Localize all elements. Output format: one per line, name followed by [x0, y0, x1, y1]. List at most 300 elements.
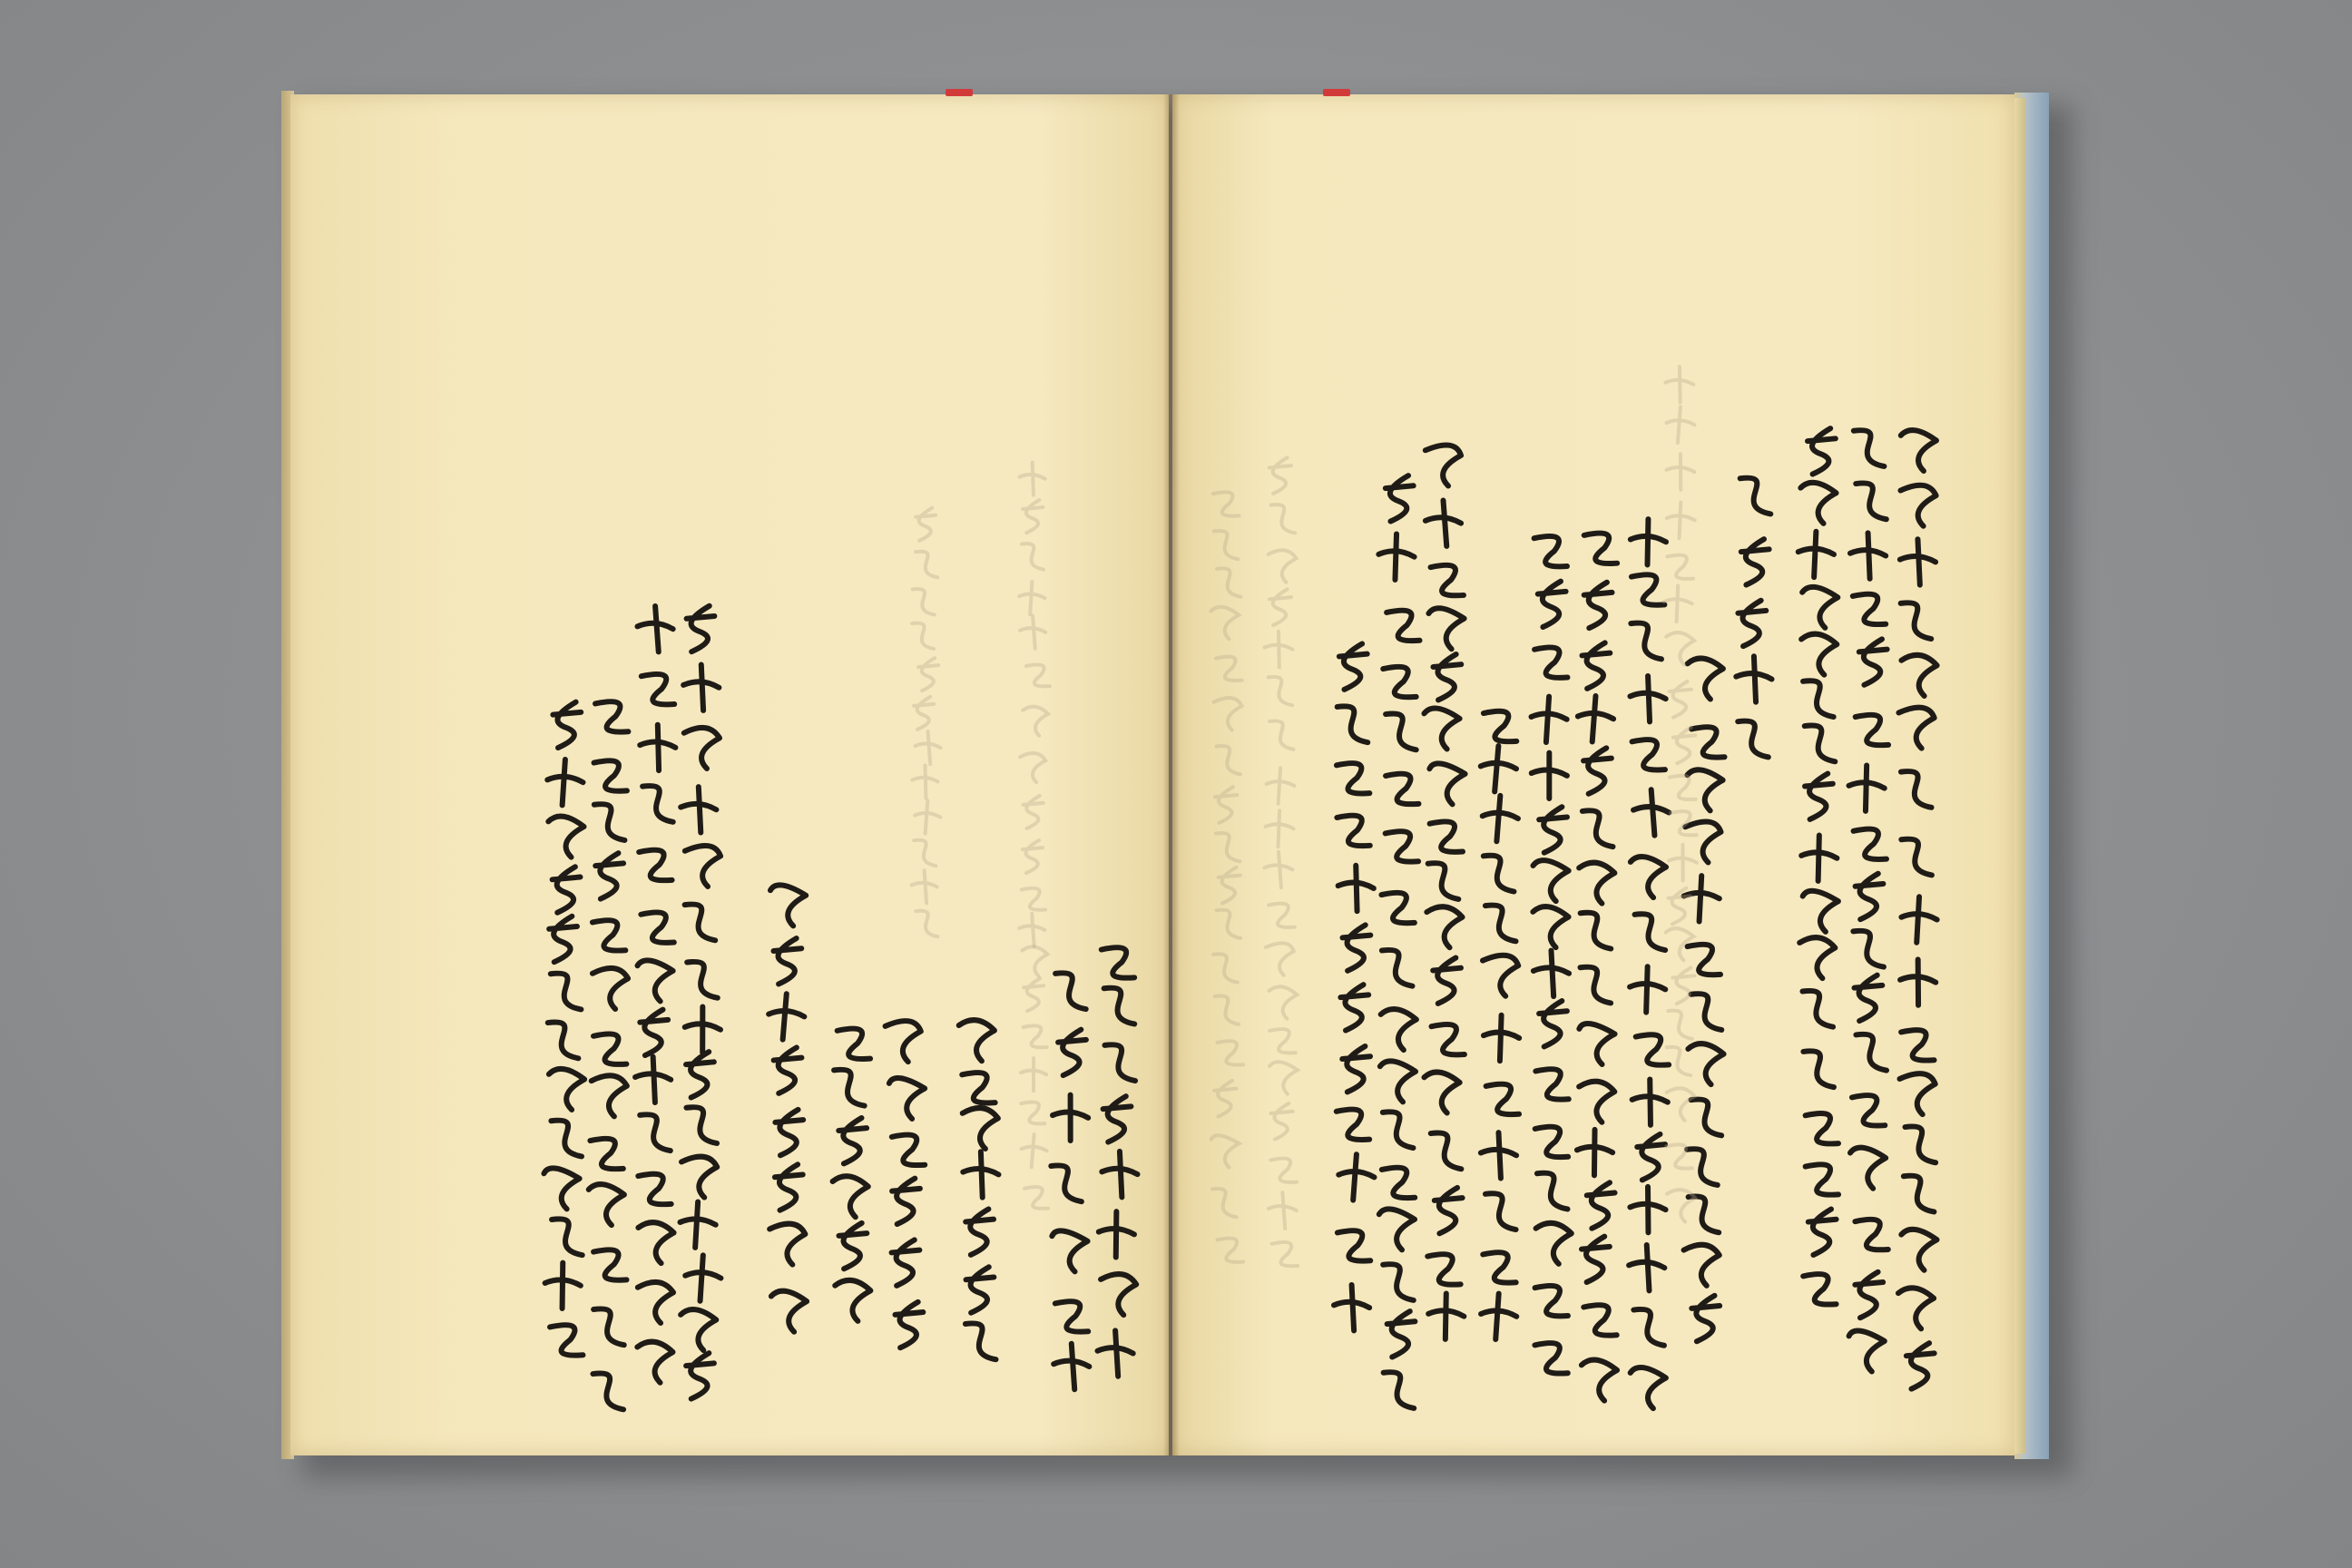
handwritten-glyph: [593, 968, 628, 1009]
handwritten-glyph: [1673, 728, 1695, 764]
handwritten-glyph: [1219, 867, 1240, 904]
handwritten-glyph: [1688, 945, 1720, 975]
handwritten-glyph: [1483, 796, 1518, 841]
handwritten-glyph: [1338, 1230, 1370, 1260]
handwritten-glyph: [1900, 959, 1936, 1004]
handwritten-glyph: [637, 606, 672, 652]
handwritten-glyph: [1022, 946, 1047, 975]
handwritten-glyph: [1214, 698, 1242, 730]
handwritten-glyph: [1216, 657, 1242, 681]
handwritten-glyph: [1806, 1113, 1838, 1143]
handwritten-glyph: [1532, 753, 1567, 799]
handwritten-glyph: [1383, 1112, 1414, 1148]
handwritten-glyph: [686, 1052, 714, 1097]
handwritten-glyph: [1104, 988, 1135, 1024]
handwritten-glyph: [1486, 1084, 1519, 1114]
handwritten-glyph: [1808, 1210, 1837, 1255]
handwritten-glyph: [1481, 1294, 1516, 1339]
handwritten-glyph: [1386, 774, 1418, 804]
handwritten-glyph: [965, 1209, 994, 1254]
handwritten-glyph: [1906, 1343, 1935, 1388]
handwritten-glyph: [1022, 888, 1045, 910]
handwritten-glyph: [1901, 430, 1936, 471]
handwritten-glyph: [1738, 601, 1766, 646]
handwritten-glyph: [1431, 1132, 1462, 1169]
handwritten-glyph: [1631, 857, 1666, 897]
handwritten-glyph: [771, 1291, 807, 1332]
handwritten-glyph: [1211, 1135, 1240, 1167]
handwritten-glyph: [1583, 748, 1612, 793]
handwritten-glyph: [1633, 1309, 1664, 1346]
handwritten-glyph: [1055, 1301, 1088, 1331]
handwritten-glyph: [1534, 647, 1567, 677]
right-page: [1172, 94, 2014, 1455]
handwritten-glyph: [1684, 1245, 1720, 1286]
handwritten-glyph: [1430, 821, 1463, 851]
handwritten-glyph: [913, 589, 935, 614]
handwritten-glyph: [1020, 753, 1045, 782]
handwritten-glyph: [1579, 1082, 1614, 1122]
handwritten-glyph: [1685, 821, 1720, 862]
handwritten-glyph: [1802, 587, 1838, 628]
handwritten-glyph: [1103, 1096, 1132, 1142]
handwritten-glyph: [685, 905, 716, 941]
handwritten-glyph: [1535, 1069, 1568, 1099]
handwritten-glyph: [912, 870, 937, 903]
handwritten-glyph: [892, 1240, 920, 1285]
handwritten-glyph: [1023, 500, 1043, 533]
handwritten-glyph: [1337, 1110, 1369, 1140]
handwritten-glyph: [1901, 897, 1936, 942]
handwritten-glyph: [1856, 483, 1886, 519]
handwritten-glyph: [1666, 367, 1694, 403]
handwritten-glyph: [1631, 1367, 1666, 1408]
handwritten-glyph: [635, 1057, 671, 1102]
handwritten-glyph: [1582, 1360, 1617, 1401]
handwritten-glyph: [916, 508, 936, 541]
handwritten-glyph: [590, 1139, 622, 1169]
handwritten-glyph: [1098, 1330, 1133, 1376]
handwritten-glyph: [1269, 457, 1291, 494]
handwritten-glyph: [1266, 943, 1294, 975]
handwritten-glyph: [1424, 708, 1459, 749]
open-book: [290, 89, 2069, 1468]
handwritten-glyph: [1630, 1187, 1665, 1232]
handwritten-glyph: [1667, 502, 1695, 538]
handwritten-glyph: [1271, 1159, 1298, 1182]
handwritten-glyph: [1339, 643, 1367, 689]
handwritten-glyph: [1803, 1051, 1834, 1087]
handwritten-glyph: [1024, 1187, 1048, 1209]
handwritten-glyph: [589, 1184, 624, 1225]
handwritten-glyph: [592, 1075, 627, 1116]
handwritten-glyph: [1269, 721, 1293, 750]
handwritten-glyph: [1270, 1103, 1292, 1140]
handwritten-glyph: [640, 1010, 668, 1055]
handwritten-glyph: [1427, 1254, 1460, 1284]
handwritten-glyph: [686, 1353, 714, 1398]
handwritten-glyph: [916, 911, 937, 936]
handwritten-glyph: [1630, 966, 1665, 1012]
handwritten-glyph: [1102, 947, 1134, 977]
handwritten-glyph: [1583, 810, 1613, 847]
handwritten-glyph: [550, 1325, 583, 1355]
binding-mark-right: [1323, 89, 1350, 96]
handwritten-glyph: [1433, 654, 1461, 700]
handwritten-glyph: [687, 962, 718, 998]
handwritten-glyph: [1431, 1024, 1464, 1054]
handwritten-glyph: [1688, 659, 1723, 700]
handwritten-glyph: [593, 1250, 626, 1279]
handwritten-glyph: [1583, 1305, 1616, 1335]
handwritten-glyph: [1536, 1223, 1572, 1264]
handwritten-glyph: [1799, 937, 1835, 978]
handwritten-glyph: [1906, 1126, 1936, 1162]
handwritten-glyph: [1689, 1196, 1720, 1232]
handwritten-glyph: [1901, 1030, 1934, 1060]
handwritten-glyph: [1429, 763, 1465, 804]
handwritten-glyph: [548, 1022, 579, 1058]
handwritten-glyph: [1217, 568, 1240, 596]
handwritten-glyph: [1342, 1046, 1370, 1092]
handwritten-glyph: [1102, 1152, 1137, 1197]
handwritten-glyph: [1904, 1176, 1935, 1212]
handwritten-glyph: [684, 728, 720, 769]
handwritten-glyph: [1900, 485, 1936, 526]
handwritten-glyph: [1099, 1211, 1134, 1257]
handwritten-glyph: [1805, 774, 1833, 819]
handwritten-glyph: [1854, 829, 1886, 859]
handwritten-glyph: [1852, 1095, 1885, 1125]
handwritten-glyph: [1271, 505, 1295, 533]
handwritten-glyph: [1667, 1190, 1695, 1221]
handwritten-glyph: [1901, 655, 1936, 696]
handwritten-glyph: [1217, 746, 1240, 774]
handwritten-glyph: [1630, 676, 1665, 721]
handwritten-glyph: [1267, 768, 1295, 804]
handwritten-glyph: [1021, 1058, 1046, 1091]
handwritten-glyph: [1632, 574, 1664, 604]
handwritten-glyph: [1738, 721, 1769, 758]
handwritten-glyph: [1664, 585, 1692, 622]
handwritten-glyph: [963, 1108, 998, 1149]
left-page-handwriting: [290, 94, 1169, 1455]
handwritten-glyph: [1428, 1293, 1464, 1338]
handwritten-glyph: [775, 1110, 803, 1155]
handwritten-glyph: [1801, 634, 1837, 675]
handwritten-glyph: [1800, 483, 1836, 524]
handwritten-glyph: [1631, 519, 1666, 564]
handwritten-glyph: [1485, 1193, 1516, 1230]
handwritten-glyph: [1481, 1132, 1516, 1178]
handwritten-glyph: [1384, 1372, 1415, 1408]
handwritten-glyph: [889, 1078, 925, 1119]
handwritten-glyph: [1426, 906, 1462, 947]
handwritten-glyph: [1484, 1015, 1519, 1061]
handwritten-glyph: [681, 1309, 716, 1350]
handwritten-glyph: [1855, 1220, 1887, 1250]
handwritten-glyph: [1577, 1130, 1612, 1175]
handwritten-glyph: [1269, 1062, 1298, 1093]
handwritten-glyph: [545, 1263, 581, 1308]
handwritten-glyph: [1338, 706, 1368, 742]
handwritten-glyph: [1337, 816, 1369, 846]
handwritten-glyph: [1023, 840, 1043, 873]
handwritten-glyph: [685, 1007, 720, 1053]
handwritten-glyph: [835, 1280, 870, 1321]
handwritten-glyph: [769, 1224, 805, 1265]
handwritten-glyph: [773, 938, 801, 984]
handwritten-glyph: [1537, 1173, 1568, 1210]
handwritten-glyph: [896, 1302, 924, 1348]
handwritten-glyph: [686, 1107, 717, 1143]
handwritten-glyph: [1668, 1011, 1691, 1039]
handwritten-glyph: [1688, 1044, 1723, 1084]
handwritten-glyph: [1343, 925, 1371, 970]
handwritten-glyph: [549, 1069, 584, 1110]
handwritten-glyph: [1380, 1061, 1416, 1102]
handwritten-glyph: [1806, 1164, 1838, 1194]
handwritten-glyph: [1054, 1344, 1089, 1389]
handwritten-glyph: [1428, 863, 1459, 899]
handwritten-glyph: [1534, 536, 1567, 566]
handwritten-glyph: [1269, 986, 1298, 1018]
handwritten-glyph: [1021, 1102, 1044, 1123]
handwritten-glyph: [1058, 1030, 1086, 1075]
handwritten-glyph: [637, 1342, 672, 1383]
handwritten-glyph: [1803, 681, 1834, 717]
handwritten-glyph: [1859, 639, 1887, 684]
handwritten-glyph: [1428, 608, 1464, 649]
handwritten-glyph: [1850, 533, 1886, 578]
handwritten-glyph: [1670, 776, 1696, 799]
handwritten-glyph: [1667, 1088, 1695, 1120]
handwritten-glyph: [1580, 967, 1611, 1004]
handwritten-glyph: [1024, 1025, 1047, 1047]
handwritten-glyph: [1424, 1072, 1459, 1112]
handwritten-glyph: [1801, 836, 1837, 881]
handwritten-glyph: [1481, 746, 1516, 791]
handwritten-glyph: [1667, 555, 1693, 579]
handwritten-glyph: [1484, 711, 1516, 741]
handwritten-glyph: [1636, 1034, 1669, 1064]
handwritten-glyph: [1426, 445, 1461, 485]
handwritten-glyph: [912, 623, 934, 649]
handwritten-glyph: [1020, 463, 1045, 495]
handwritten-glyph: [1849, 1331, 1885, 1372]
handwritten-glyph: [1637, 1134, 1665, 1180]
handwritten-glyph: [638, 1222, 673, 1263]
handwritten-glyph: [915, 801, 940, 834]
handwritten-glyph: [1691, 1100, 1722, 1136]
handwritten-glyph: [681, 787, 716, 832]
handwritten-glyph: [963, 1152, 998, 1197]
handwritten-glyph: [1584, 534, 1617, 564]
handwritten-glyph: [552, 1219, 583, 1255]
handwritten-glyph: [834, 1070, 865, 1106]
handwritten-glyph: [1849, 765, 1885, 810]
handwritten-glyph: [1340, 985, 1368, 1030]
handwritten-glyph: [1584, 583, 1612, 628]
handwritten-glyph: [1431, 565, 1464, 595]
handwritten-glyph: [1383, 1264, 1414, 1300]
handwritten-glyph: [639, 850, 671, 880]
handwritten-glyph: [685, 1255, 720, 1300]
handwritten-glyph: [1691, 1296, 1720, 1341]
handwritten-glyph: [595, 701, 628, 731]
handwritten-glyph: [892, 1135, 925, 1165]
handwritten-glyph: [1534, 1343, 1567, 1373]
handwritten-glyph: [1691, 994, 1722, 1030]
handwritten-glyph: [1386, 475, 1414, 521]
handwritten-glyph: [1213, 954, 1237, 982]
handwritten-glyph: [959, 1020, 995, 1061]
handwritten-glyph: [594, 804, 625, 840]
handwritten-glyph: [1856, 874, 1884, 919]
handwritten-glyph: [770, 885, 806, 926]
handwritten-glyph: [1101, 1274, 1136, 1315]
handwritten-glyph: [913, 765, 938, 798]
handwritten-glyph: [769, 994, 804, 1039]
handwritten-glyph: [1484, 856, 1514, 892]
handwritten-glyph: [683, 665, 719, 710]
handwritten-glyph: [1483, 956, 1518, 996]
handwritten-glyph: [1633, 789, 1669, 835]
handwritten-glyph: [1583, 642, 1611, 688]
binding-mark-left: [946, 89, 973, 96]
handwritten-glyph: [1672, 968, 1694, 1004]
handwritten-glyph: [593, 1034, 626, 1063]
handwritten-glyph: [642, 786, 673, 822]
handwritten-glyph: [1898, 708, 1934, 749]
handwritten-glyph: [1265, 632, 1293, 668]
handwritten-glyph: [595, 853, 623, 898]
handwritten-glyph: [1269, 550, 1297, 582]
handwritten-glyph: [892, 1179, 920, 1224]
handwritten-glyph: [775, 1164, 803, 1210]
handwritten-glyph: [1269, 1029, 1296, 1053]
handwritten-glyph: [838, 1118, 867, 1163]
handwritten-glyph: [1269, 904, 1295, 927]
handwritten-glyph: [1853, 931, 1884, 967]
handwritten-glyph: [593, 920, 625, 950]
handwritten-glyph: [1635, 914, 1666, 950]
handwritten-glyph: [1798, 532, 1834, 577]
handwritten-glyph: [1026, 664, 1050, 686]
handwritten-glyph: [1853, 594, 1886, 624]
handwritten-glyph: [1900, 539, 1936, 584]
handwritten-glyph: [1631, 623, 1661, 660]
handwritten-glyph: [1579, 863, 1614, 904]
handwritten-glyph: [549, 916, 577, 962]
handwritten-glyph: [1483, 1252, 1515, 1282]
handwritten-glyph: [1338, 866, 1374, 911]
handwritten-glyph: [1901, 839, 1932, 876]
handwritten-glyph: [1022, 544, 1044, 569]
handwritten-glyph: [838, 1029, 870, 1059]
handwritten-glyph: [1740, 478, 1771, 514]
handwritten-glyph: [1023, 707, 1048, 736]
handwritten-glyph: [687, 606, 715, 652]
handwritten-glyph: [1901, 1230, 1936, 1270]
handwritten-glyph: [838, 1223, 867, 1269]
handwritten-glyph: [548, 817, 583, 858]
handwritten-glyph: [1856, 715, 1888, 745]
handwritten-glyph: [1337, 763, 1369, 793]
handwritten-glyph: [774, 1047, 802, 1093]
handwritten-glyph: [1382, 1168, 1415, 1198]
handwritten-glyph: [1024, 978, 1044, 1011]
handwritten-glyph: [1632, 1079, 1668, 1124]
handwritten-glyph: [1855, 975, 1883, 1021]
handwritten-glyph: [638, 1282, 673, 1323]
handwritten-glyph: [1741, 539, 1769, 584]
right-page-handwriting: [1172, 94, 2014, 1455]
handwritten-glyph: [916, 731, 941, 764]
handwritten-glyph: [1053, 1095, 1088, 1141]
handwritten-glyph: [1217, 1041, 1243, 1064]
handwritten-glyph: [1534, 860, 1569, 901]
handwritten-glyph: [1579, 1024, 1614, 1064]
book-gutter: [1163, 94, 1180, 1455]
handwritten-glyph: [966, 1267, 995, 1312]
handwritten-glyph: [1856, 1034, 1886, 1071]
handwritten-glyph: [637, 960, 672, 1001]
handwritten-glyph: [1803, 891, 1838, 932]
handwritten-glyph: [1218, 1239, 1244, 1262]
handwritten-glyph: [1216, 833, 1240, 861]
handwritten-glyph: [1265, 852, 1293, 888]
handwritten-glyph: [1805, 725, 1836, 761]
handwritten-glyph: [594, 760, 627, 790]
handwritten-glyph: [1534, 951, 1569, 996]
handwritten-glyph: [1387, 1311, 1416, 1357]
handwritten-glyph: [1022, 1134, 1047, 1167]
handwritten-glyph: [1269, 677, 1292, 705]
handwritten-glyph: [1104, 1044, 1135, 1081]
handwritten-glyph: [685, 846, 720, 887]
handwritten-glyph: [1901, 603, 1932, 639]
handwritten-glyph: [914, 697, 934, 730]
handwritten-glyph: [1587, 1182, 1615, 1228]
handwritten-glyph: [1386, 713, 1416, 750]
handwritten-glyph: [1382, 950, 1413, 986]
handwritten-glyph: [1272, 1242, 1298, 1266]
handwritten-glyph: [642, 674, 674, 704]
handwritten-glyph: [1338, 1154, 1374, 1200]
handwritten-glyph: [914, 840, 936, 866]
handwritten-glyph: [1539, 807, 1567, 852]
handwritten-glyph: [1667, 407, 1695, 443]
handwritten-glyph: [1426, 500, 1461, 545]
handwritten-glyph: [1217, 910, 1240, 938]
handwritten-glyph: [886, 1021, 921, 1062]
handwritten-glyph: [1019, 582, 1044, 614]
handwritten-glyph: [1214, 531, 1238, 559]
handwritten-glyph: [1383, 667, 1416, 697]
handwritten-glyph: [1381, 893, 1414, 923]
handwritten-glyph: [916, 552, 937, 577]
handwritten-glyph: [551, 1121, 582, 1157]
left-page: [290, 94, 1169, 1455]
handwritten-glyph: [1055, 973, 1086, 1009]
handwritten-glyph: [553, 867, 581, 912]
handwritten-glyph: [593, 1308, 624, 1345]
handwritten-glyph: [547, 760, 583, 805]
handwritten-glyph: [1736, 656, 1771, 701]
handwritten-glyph: [1020, 616, 1045, 649]
handwritten-glyph: [1535, 1127, 1568, 1157]
